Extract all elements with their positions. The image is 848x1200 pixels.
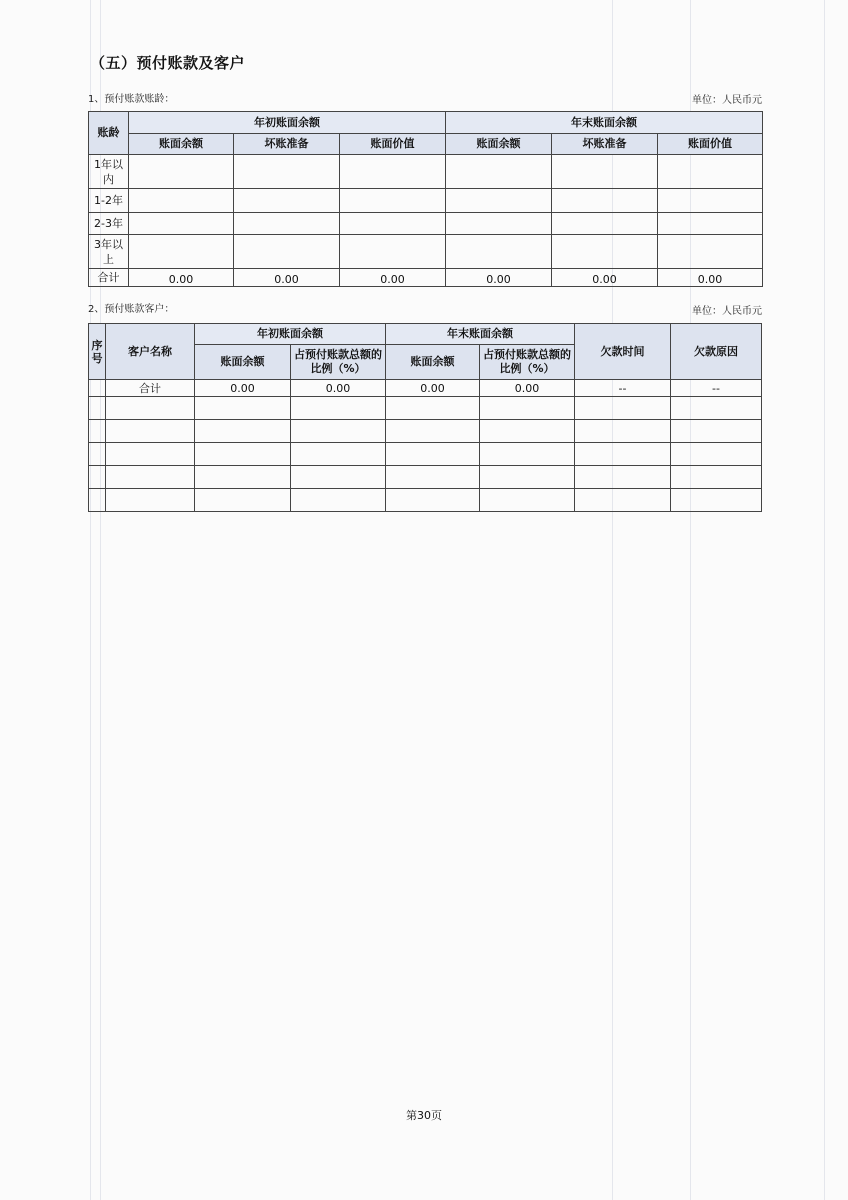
row-label: 1-2年 — [89, 189, 129, 213]
opening-balance-header: 年初账面余额 — [195, 324, 386, 345]
row-label: 2-3年 — [89, 213, 129, 235]
opening-balance-header: 年初账面余额 — [129, 112, 446, 134]
customer-name-header: 客户名称 — [106, 324, 195, 380]
col-header: 账面余额 — [129, 134, 234, 155]
cell — [480, 397, 575, 420]
col-header: 账面价值 — [340, 134, 446, 155]
row-label: 合计 — [89, 269, 129, 287]
row-label: 1年以内 — [89, 155, 129, 189]
customer-name-cell — [106, 489, 195, 512]
col-header: 坏账准备 — [552, 134, 658, 155]
cell: 0.00 — [340, 269, 446, 287]
row-label: 3年以上 — [89, 235, 129, 269]
col-header: 账面余额 — [386, 345, 480, 380]
table-row — [89, 443, 762, 466]
cell — [658, 189, 763, 213]
total-row — [89, 269, 763, 287]
customer-name-cell — [106, 420, 195, 443]
cell — [291, 420, 386, 443]
cell: 0.00 — [291, 380, 386, 397]
closing-balance-header: 年末账面余额 — [446, 112, 763, 134]
cell — [446, 235, 552, 269]
cell: 0.00 — [658, 269, 763, 287]
table1-caption: 1、预付账款账龄： — [88, 94, 175, 105]
cell — [671, 420, 762, 443]
seq-cell — [89, 443, 106, 466]
seq-cell — [89, 420, 106, 443]
table2-unit: 单位：人民币元 — [692, 306, 762, 317]
cell — [386, 397, 480, 420]
table-row — [89, 397, 762, 420]
total-row — [89, 380, 762, 397]
cell — [340, 155, 446, 189]
table-row — [89, 466, 762, 489]
cell: 0.00 — [195, 380, 291, 397]
cell — [386, 489, 480, 512]
cell — [195, 489, 291, 512]
cell — [234, 213, 340, 235]
seq-header: 序号 — [89, 324, 106, 380]
cell: 0.00 — [552, 269, 658, 287]
cell — [340, 189, 446, 213]
cell — [129, 213, 234, 235]
cell — [658, 235, 763, 269]
col-header: 坏账准备 — [234, 134, 340, 155]
cell — [480, 443, 575, 466]
cell — [386, 466, 480, 489]
closing-balance-header: 年末账面余额 — [386, 324, 575, 345]
seq-cell — [89, 489, 106, 512]
customer-name-cell: 合计 — [106, 380, 195, 397]
cell: 0.00 — [446, 269, 552, 287]
cell — [671, 466, 762, 489]
cell — [575, 489, 671, 512]
cell — [129, 155, 234, 189]
customer-name-cell — [106, 397, 195, 420]
cell — [658, 155, 763, 189]
customer-table — [88, 323, 762, 512]
table-row — [89, 213, 763, 235]
customer-name-cell — [106, 466, 195, 489]
cell — [575, 466, 671, 489]
cell — [658, 213, 763, 235]
cell — [340, 213, 446, 235]
table1-unit: 单位：人民币元 — [692, 95, 762, 106]
aging-header: 账龄 — [89, 112, 129, 155]
section-title: （五）预付账款及客户 — [90, 54, 246, 72]
cell: 0.00 — [386, 380, 480, 397]
cell: 0.00 — [480, 380, 575, 397]
col-header: 占预付账款总额的比例（%） — [480, 345, 575, 380]
cell — [195, 466, 291, 489]
cell — [552, 213, 658, 235]
cell — [291, 489, 386, 512]
cell — [480, 489, 575, 512]
cell: 0.00 — [129, 269, 234, 287]
seq-cell — [89, 380, 106, 397]
cell — [446, 189, 552, 213]
cell — [575, 397, 671, 420]
aging-table — [88, 111, 763, 287]
cell — [575, 443, 671, 466]
cell: 0.00 — [234, 269, 340, 287]
overdue-time-header: 欠款时间 — [575, 324, 671, 380]
cell: -- — [671, 380, 762, 397]
cell — [446, 213, 552, 235]
cell — [291, 397, 386, 420]
table-row — [89, 189, 763, 213]
cell — [386, 420, 480, 443]
cell — [671, 397, 762, 420]
cell — [234, 235, 340, 269]
cell — [291, 443, 386, 466]
page-number: 第30页 — [406, 1109, 442, 1122]
cell — [552, 189, 658, 213]
cell — [671, 443, 762, 466]
cell — [480, 466, 575, 489]
col-header: 占预付账款总额的比例（%） — [291, 345, 386, 380]
customer-name-cell — [106, 443, 195, 466]
cell — [671, 489, 762, 512]
cell — [386, 443, 480, 466]
cell — [234, 189, 340, 213]
table-row — [89, 155, 763, 189]
cell: -- — [575, 380, 671, 397]
cell — [340, 235, 446, 269]
col-header: 账面余额 — [195, 345, 291, 380]
col-header: 账面价值 — [658, 134, 763, 155]
table-row — [89, 420, 762, 443]
cell — [195, 397, 291, 420]
cell — [552, 235, 658, 269]
seq-cell — [89, 397, 106, 420]
cell — [195, 420, 291, 443]
col-header: 账面余额 — [446, 134, 552, 155]
table-row — [89, 489, 762, 512]
seq-cell — [89, 466, 106, 489]
table2-caption: 2、预付账款客户： — [88, 304, 175, 315]
cell — [129, 235, 234, 269]
cell — [552, 155, 658, 189]
cell — [480, 420, 575, 443]
cell — [195, 443, 291, 466]
overdue-reason-header: 欠款原因 — [671, 324, 762, 380]
cell — [234, 155, 340, 189]
table-row — [89, 235, 763, 269]
cell — [575, 420, 671, 443]
cell — [446, 155, 552, 189]
cell — [129, 189, 234, 213]
cell — [291, 466, 386, 489]
